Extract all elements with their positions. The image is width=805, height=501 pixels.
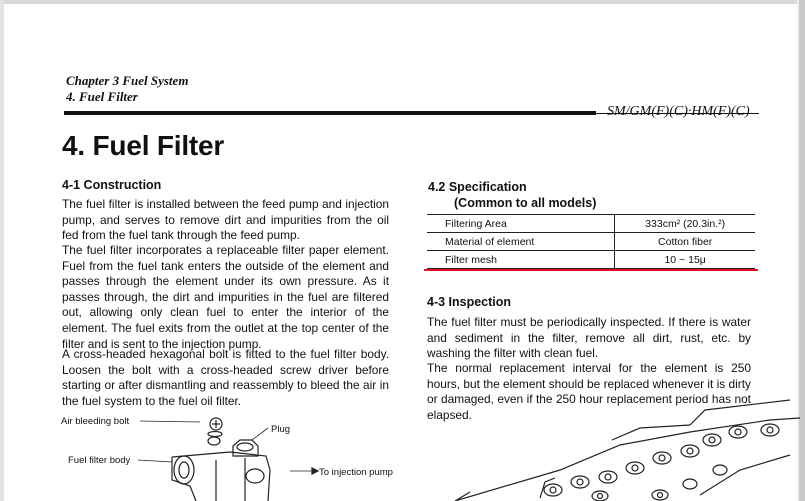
specification-subheading: (Common to all models): [454, 196, 597, 210]
fuel-filter-illustration: [138, 418, 318, 501]
model-code: SM/GM(F)(C)·HM(F)(C): [607, 104, 750, 119]
construction-heading: 4-1 Construction: [62, 178, 162, 192]
spec-label: Filter mesh: [427, 251, 615, 269]
label-fuel-filter-body: Fuel filter body: [68, 455, 131, 466]
inspection-heading: 4-3 Inspection: [427, 295, 512, 309]
engine-block-illustration: [455, 400, 800, 501]
inspection-paragraph-2: The normal replacement interval for the element is 250 hours, but the element should be replaced whenever it is dirty or damaged, even if the 250 hour replacement period has not elapsed.: [427, 361, 751, 422]
specification-heading: 4.2 Specification: [428, 180, 527, 194]
spec-value: 333cm² (20.3in.²): [615, 215, 755, 233]
construction-paragraph-1: The fuel filter is installed between the feed pump and injection pump, and serves to remove dirt and impurities from the oil fed from the fuel tank through the feed pump.: [62, 197, 389, 243]
label-air-bleeding-bolt: Air bleeding bolt: [61, 416, 130, 427]
label-to-injection-pump: To injection pump: [319, 467, 393, 478]
spec-value: 10 ~ 15μ: [615, 251, 755, 269]
label-plug: Plug: [271, 424, 291, 435]
section-line: 4. Fuel Filter: [66, 89, 138, 104]
chapter-line: Chapter 3 Fuel System: [66, 73, 189, 88]
inspection-paragraph-1: The fuel filter must be periodically inspected. If there is water and sediment in the filter, remove all dirt, rust, etc. by washing the filter with clean fuel.: [427, 315, 751, 361]
spec-label: Filtering Area: [427, 215, 615, 233]
spec-label: Material of element: [427, 233, 615, 251]
spec-value: Cotton fiber: [615, 233, 755, 251]
page-title: 4. Fuel Filter: [62, 130, 225, 161]
construction-paragraph-2: The fuel filter incorporates a replaceable filter paper element. Fuel from the fuel tank enters the outside of the element and passes through the element under its own pressure. As it passes through, the dirt and impurities in the fuel are filtered out, allowing only clean fuel to enter the interior of the element. The fuel exits from the outlet at the top center of the filter and is sent to the injection pump.: [62, 243, 389, 351]
construction-paragraph-3: A cross-headed hexagonal bolt is fitted to the fuel filter body. Loosen the bolt with a cross-headed screw driver before starting or after dismantling and reassembly to bleed the air in the fuel system to the fuel oil filter.: [62, 347, 389, 408]
